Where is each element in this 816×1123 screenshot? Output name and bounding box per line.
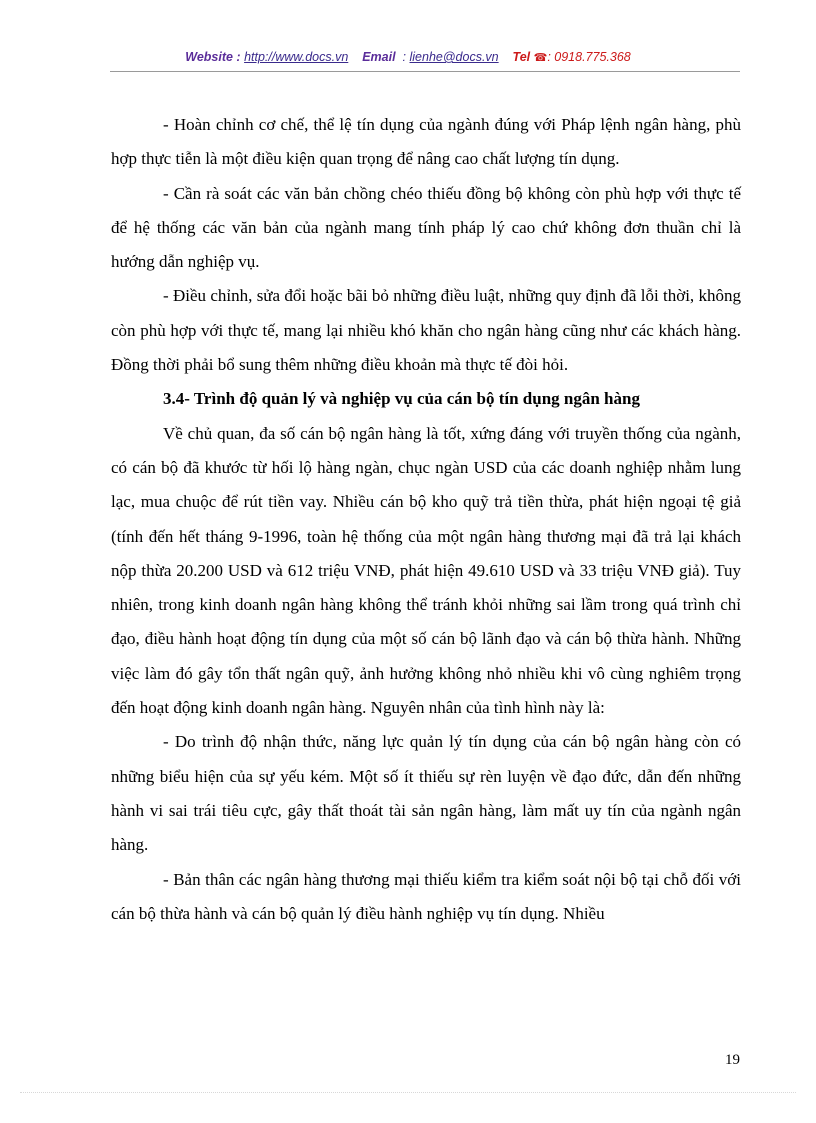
page-header bbox=[0, 50, 816, 64]
paragraph-2: - Cần rà soát các văn bản chồng chéo thiếu đồng bộ không còn phù hợp với thực tế để hệ thống các văn bản của ngành mang tính pháp lý cao chứ không đơn thuần chỉ là hướng dẫn nghiệp vụ. bbox=[111, 183, 741, 272]
page-bottom-border bbox=[20, 1092, 796, 1093]
tel-label: Tel bbox=[512, 50, 531, 64]
tel-value: : 0918.775.368 bbox=[547, 50, 631, 64]
document-body bbox=[111, 108, 741, 931]
website-label: Website : bbox=[185, 50, 241, 64]
paragraph-1: - Hoàn chỉnh cơ chế, thể lệ tín dụng của ngành đúng với Pháp lệnh ngân hàng, phù hợp thực tiễn là một điều kiện quan trọng để nâng cao chất lượng tín dụng. bbox=[111, 115, 741, 169]
email-separator: : bbox=[402, 50, 406, 64]
section-heading: 3.4- Trình độ quản lý và nghiệp vụ của cán bộ tín dụng ngân hàng bbox=[163, 389, 640, 409]
paragraph-5: - Do trình độ nhận thức, năng lực quản lý tín dụng của cán bộ ngân hàng còn có những biểu hiện của sự yếu kém. Một số ít thiếu sự rèn luyện về đạo đức, dẫn đến những hành vi sai trái tiêu cực, gây thất thoát tài sản ngân hàng, làm mất uy tín của ngành ngân hàng. bbox=[111, 732, 741, 855]
phone-icon: ☎ bbox=[533, 52, 548, 64]
email-link[interactable]: lienhe@docs.vn bbox=[409, 50, 499, 64]
paragraph-3: - Điều chỉnh, sửa đổi hoặc bãi bỏ những điều luật, những quy định đã lỗi thời, không còn phù hợp với thực tế, mang lại nhiều khó khăn cho ngân hàng cũng như các khách hàng. Đồng thời phải bổ sung thêm những điều khoản mà thực tế đòi hỏi. bbox=[111, 286, 741, 375]
email-label: Email bbox=[362, 50, 396, 64]
paragraph-4: Về chủ quan, đa số cán bộ ngân hàng là tốt, xứng đáng với truyền thống của ngành, có cán bộ đã khước từ hối lộ hàng ngàn, chục ngàn USD của các doanh nghiệp nhằm lung lạc, mua chuộc để rút tiền vay. Nhiều cán bộ kho quỹ trả tiền thừa, phát hiện ngoại tệ giả (tính đến hết tháng 9-1996, toàn hệ thống của một ngân hàng thương mại đã trả lại khách nộp thừa 20.200 USD và 612 triệu VNĐ, phát hiện 49.610 USD và 33 triệu VNĐ giả). Tuy nhiên, trong kinh doanh ngân hàng không thể tránh khỏi những sai lầm trong quá trình chỉ đạo, điều hành hoạt động tín dụng của một số cán bộ lãnh đạo và cán bộ thừa hành. Những việc làm đó gây tổn thất ngân quỹ, ảnh hưởng không nhỏ nhiều khi vô cùng nghiêm trọng đến hoạt động kinh doanh ngân hàng. Nguyên nhân của tình hình này là: bbox=[111, 423, 741, 718]
page-number: 19 bbox=[725, 1052, 740, 1068]
website-link[interactable]: http://www.docs.vn bbox=[244, 50, 349, 64]
header-divider bbox=[110, 71, 740, 72]
paragraph-6: - Bản thân các ngân hàng thương mại thiếu kiểm tra kiểm soát nội bộ tại chỗ đối với cán bộ thừa hành và cán bộ quản lý điều hành nghiệp vụ tín dụng. Nhiều bbox=[111, 869, 741, 923]
